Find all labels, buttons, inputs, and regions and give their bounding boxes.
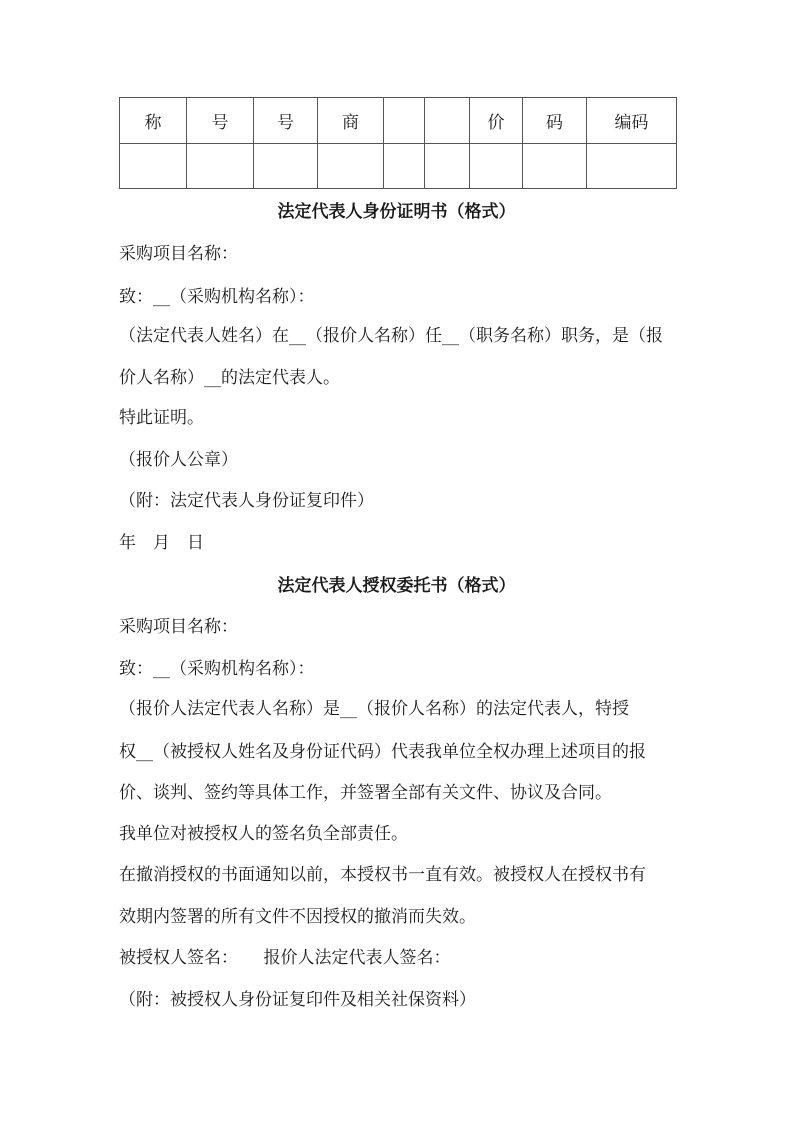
section1-line: 价人名称）__的法定代表人。 bbox=[119, 368, 340, 388]
section1-date-line: 年 月 日 bbox=[119, 533, 204, 553]
table-header-cell bbox=[425, 98, 470, 144]
section1-line: 致：__（采购机构名称）： bbox=[119, 287, 315, 307]
table-header-cell bbox=[384, 98, 425, 144]
section2-line: 我单位对被授权人的签名负全部责任。 bbox=[119, 824, 408, 844]
section1-title: 法定代表人身份证明书（格式） bbox=[277, 202, 516, 222]
table-header-cell: 号 bbox=[254, 98, 318, 144]
table-header-cell: 称 bbox=[120, 98, 187, 144]
table-cell bbox=[425, 143, 470, 189]
table-row bbox=[120, 143, 677, 189]
table-header-cell: 号 bbox=[187, 98, 254, 144]
table-cell bbox=[384, 143, 425, 189]
table-cell bbox=[187, 143, 254, 189]
table-header-cell: 商 bbox=[318, 98, 384, 144]
table-header-row bbox=[120, 98, 677, 144]
table-cell bbox=[120, 143, 187, 189]
table-cell bbox=[587, 143, 677, 189]
section2-line: 在撤消授权的书面通知以前，本授权书一直有效。被授权人在授权书有 bbox=[119, 865, 646, 885]
section2-line: （报价人法定代表人名称）是__（报价人名称）的法定代表人，特授 bbox=[119, 699, 629, 719]
section2-line: 采购项目名称： bbox=[119, 617, 238, 637]
table-cell bbox=[254, 143, 318, 189]
table-cell bbox=[470, 143, 523, 189]
section2-line: （附：被授权人身份证复印件及相关社保资料） bbox=[119, 990, 476, 1010]
section2-line: 致：__（采购机构名称）： bbox=[119, 659, 315, 679]
section2-title: 法定代表人授权委托书（格式） bbox=[277, 576, 516, 596]
table-header-cell: 编码 bbox=[587, 98, 677, 144]
section1-line: 采购项目名称： bbox=[119, 244, 238, 264]
table-cell bbox=[523, 143, 587, 189]
section2-line: 价、谈判、签约等具体工作，并签署全部有关文件、协议及合同。 bbox=[119, 783, 612, 803]
section1-line: （法定代表人姓名）在__（报价人名称）任__（职务名称）职务，是（报 bbox=[119, 326, 663, 346]
table-header-cell: 价 bbox=[470, 98, 523, 144]
section1-line: 特此证明。 bbox=[119, 408, 204, 428]
table-header-cell: 码 bbox=[523, 98, 587, 144]
section2-line: 权__（被授权人姓名及身份证代码）代表我单位全权办理上述项目的报 bbox=[119, 742, 646, 762]
pricing-table bbox=[119, 97, 677, 189]
section1-line: （附：法定代表人身份证复印件） bbox=[119, 491, 374, 511]
section2-signature-line: 被授权人签名： 报价人法定代表人签名： bbox=[119, 948, 451, 968]
section2-line: 效期内签署的所有文件不因授权的撤消而失效。 bbox=[119, 907, 476, 927]
section1-line: （报价人公章） bbox=[119, 450, 238, 470]
table-cell bbox=[318, 143, 384, 189]
